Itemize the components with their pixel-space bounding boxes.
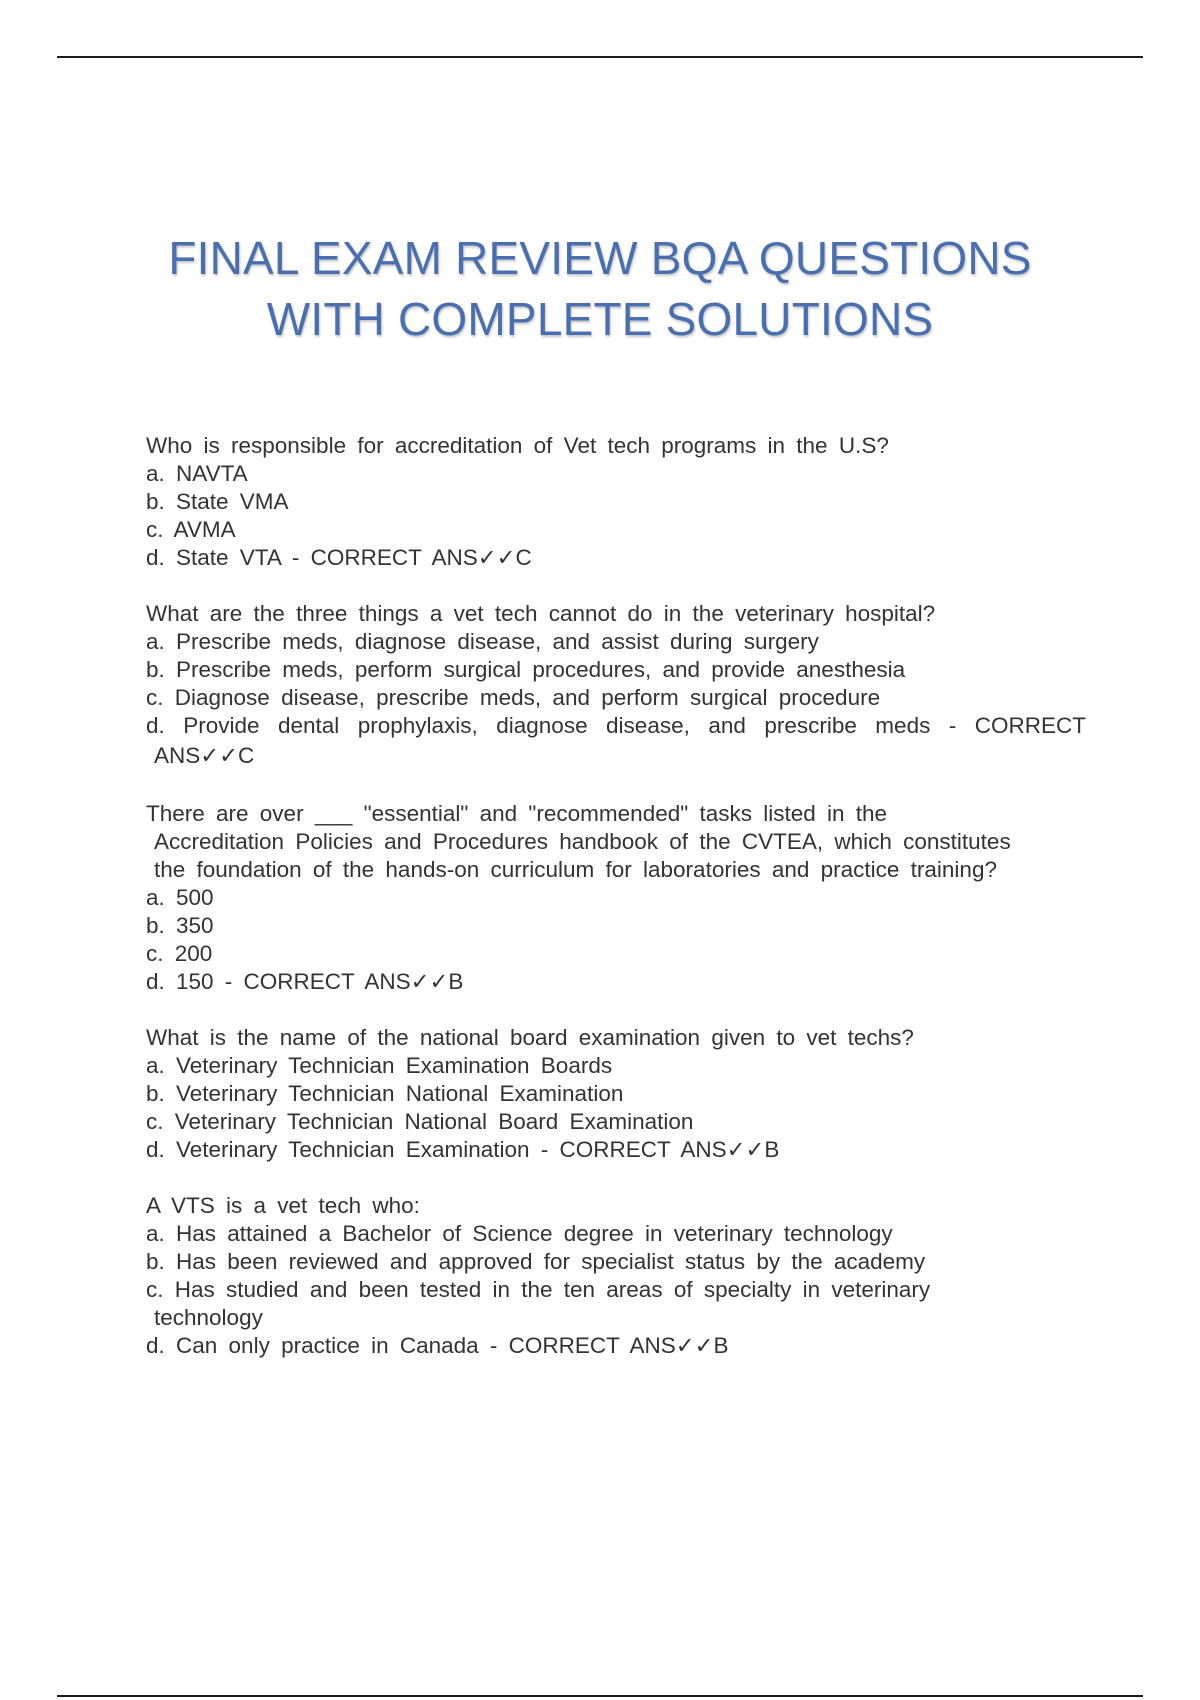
answer-option: c. Veterinary Technician National Board Examination	[146, 1109, 694, 1134]
answer-option-with-key: d. Veterinary Technician Examination - CORRECT ANS✓✓B	[146, 1137, 780, 1162]
answer-option: c. Diagnose disease, prescribe meds, and perform surgical procedure	[146, 685, 881, 710]
question-stem: Who is responsible for accreditation of Vet tech programs in the U.S?	[146, 433, 889, 458]
question-list	[146, 432, 1086, 1388]
question-stem-continuation: the foundation of the hands-on curriculum for laboratories and practice training?	[154, 857, 997, 882]
footer-rule	[57, 1695, 1143, 1697]
question-stem-continuation: Accreditation Policies and Procedures handbook of the CVTEA, which constitutes	[154, 829, 1011, 854]
answer-option: a. Veterinary Technician Examination Boards	[146, 1053, 613, 1078]
question-4	[146, 1024, 1086, 1164]
answer-option: b. Veterinary Technician National Examination	[146, 1081, 624, 1106]
document-title	[57, 228, 1143, 350]
answer-option: c. 200	[146, 941, 213, 966]
question-2	[146, 600, 1086, 772]
title-line-2: WITH COMPLETE SOLUTIONS	[266, 293, 934, 345]
question-1	[146, 432, 1086, 572]
answer-option-with-key: d. State VTA - CORRECT ANS✓✓C	[146, 545, 532, 570]
answer-option-with-key: d. Provide dental prophylaxis, diagnose disease, and prescribe meds - CORRECT	[146, 713, 1086, 738]
question-stem: A VTS is a vet tech who:	[146, 1193, 420, 1218]
answer-key-continuation: ANS✓✓C	[154, 743, 255, 768]
answer-option: b. State VMA	[146, 489, 289, 514]
answer-option: c. Has studied and been tested in the ten areas of specialty in veterinary	[146, 1277, 931, 1302]
answer-option: b. 350	[146, 913, 214, 938]
answer-option-with-key: d. Can only practice in Canada - CORRECT ANS✓✓B	[146, 1333, 729, 1358]
question-stem: What are the three things a vet tech cannot do in the veterinary hospital?	[146, 601, 936, 626]
question-5	[146, 1192, 1086, 1360]
question-stem: What is the name of the national board examination given to vet techs?	[146, 1025, 914, 1050]
title-line-1: FINAL EXAM REVIEW BQA QUESTIONS	[168, 232, 1032, 284]
answer-option: a. Has attained a Bachelor of Science degree in veterinary technology	[146, 1221, 893, 1246]
answer-option-continuation: technology	[154, 1305, 263, 1330]
answer-option-with-key: d. 150 - CORRECT ANS✓✓B	[146, 969, 464, 994]
answer-option: a. NAVTA	[146, 461, 248, 486]
answer-option: c. AVMA	[146, 517, 236, 542]
question-3	[146, 800, 1086, 996]
answer-option: b. Has been reviewed and approved for specialist status by the academy	[146, 1249, 926, 1274]
answer-option: a. Prescribe meds, diagnose disease, and assist during surgery	[146, 629, 819, 654]
header-rule	[57, 56, 1143, 58]
answer-option: a. 500	[146, 885, 214, 910]
question-stem: There are over ___ "essential" and "recommended" tasks listed in the	[146, 801, 888, 826]
answer-option: b. Prescribe meds, perform surgical procedures, and provide anesthesia	[146, 657, 906, 682]
